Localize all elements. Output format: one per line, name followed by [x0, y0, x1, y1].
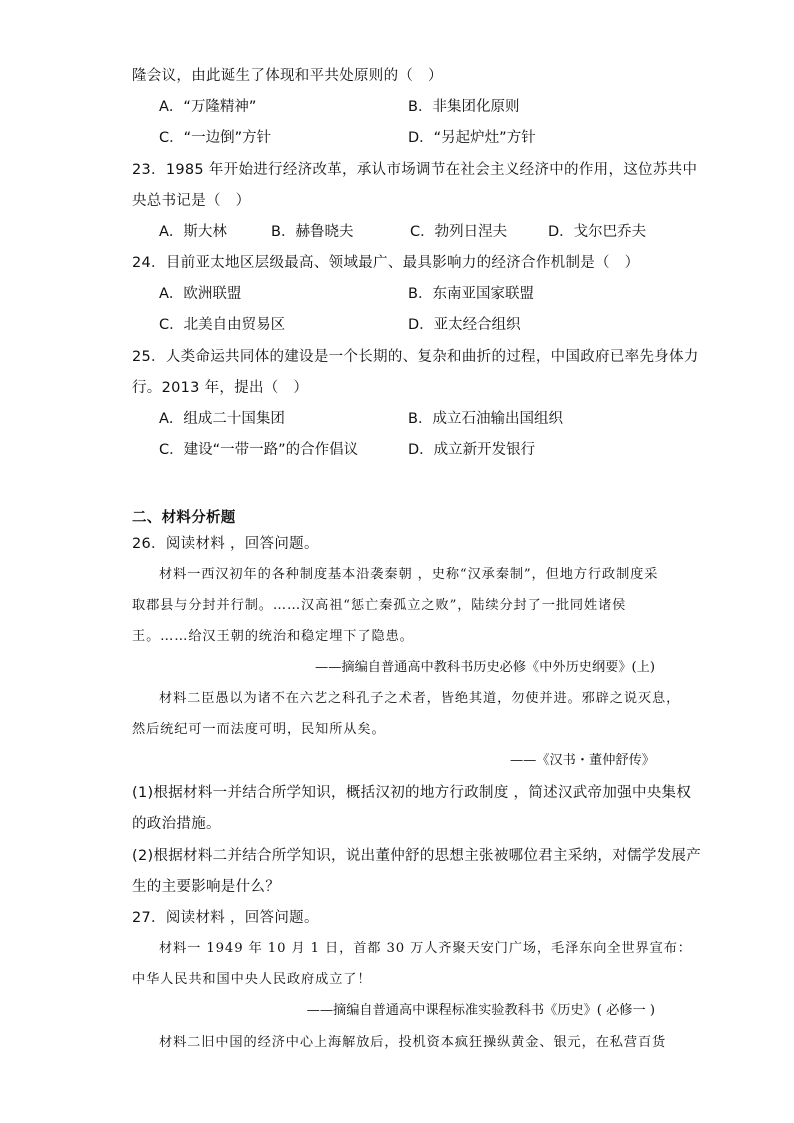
- q23-option-c: C．勃列日涅夫: [410, 224, 508, 240]
- q26-question2-line2: 生的主要影响是什么？: [132, 879, 280, 895]
- q25-option-d: D．成立新开发银行: [408, 442, 536, 458]
- q23-stem-line2: 央总书记是（ ）: [132, 193, 251, 209]
- q26-material1-line1: 材料一西汉初年的各种制度基本沿袭秦朝 ，史称“汉承秦制”，但地方行政制度采: [159, 567, 659, 582]
- q26-material1-line3: 王。……给汉王朝的统治和稳定埋下了隐患。: [132, 629, 414, 644]
- q26-source1: ——摘编自普通高中教科书历史必修《中外历史纲要》(上): [315, 660, 655, 675]
- q26-material1-line2: 取郡县与分封并行制。……汉高祖“惩亡秦孤立之败”，陆续分封了一批同姓诸侯: [132, 598, 627, 613]
- q26-material2-line2: 然后统纪可一而法度可明，民知所从矣。: [132, 722, 386, 737]
- q25-option-a: A．组成二十国集团: [159, 411, 285, 427]
- q26-question1-line1: (1)根据材料一并结合所学知识，概括汉初的地方行政制度 ，简述汉武帝加强中央集权: [132, 785, 692, 801]
- q24-option-c: C．北美自由贸易区: [159, 317, 286, 333]
- q26-question1-line2: 的政治措施。: [132, 816, 221, 832]
- q26-material2-line1: 材料二臣愚以为诸不在六艺之科孔子之术者，皆绝其道，勿使并进。邪辟之说灭息，: [159, 691, 681, 706]
- q24-stem: 24．目前亚太地区层级最高、领域最广、最具影响力的经济合作机制是（ ）: [132, 255, 640, 271]
- q22-option-b: B．非集团化原则: [408, 99, 520, 115]
- q25-option-c: C．建设“一带一路”的合作倡议: [159, 442, 359, 458]
- q25-option-b: B．成立石油输出国组织: [408, 411, 563, 427]
- q23-option-b: B．赫鲁晓夫: [271, 224, 354, 240]
- q27-intro: 27．阅读材料 ，回答问题。: [132, 910, 319, 926]
- q23-option-d: D．戈尔巴乔夫: [548, 224, 647, 240]
- q25-stem-line2: 行。2013 年，提出（ ）: [132, 380, 309, 396]
- q27-material2-line1: 材料二旧中国的经济中心上海解放后，投机资本疯狂操纵黄金、银元，在私营百货: [159, 1035, 667, 1050]
- q25-stem-line1: 25．人类命运共同体的建设是一个长期的、复杂和曲折的过程，中国政府已率先身体力: [132, 349, 699, 365]
- q22-option-a: A．“万隆精神”: [159, 99, 257, 115]
- q26-source2: ——《汉书・董仲舒传》: [509, 753, 655, 768]
- q22-option-c: C．“一边倒”方针: [159, 130, 272, 146]
- q22-option-d: D．“另起炉灶”方针: [408, 130, 536, 146]
- q26-intro: 26．阅读材料 ，回答问题。: [132, 536, 319, 552]
- q22-stem: 隆会议，由此诞生了体现和平共处原则的（ ）: [132, 68, 443, 84]
- q27-material1-line2: 中华人民共和国中央人民政府成立了！: [132, 972, 372, 987]
- q27-material1-line1: 材料一 1949 年 10 月 1 日，首都 30 万人齐聚天安门广场，毛泽东向全世界宣布：: [159, 941, 692, 956]
- q26-question2-line1: (2)根据材料二并结合所学知识，说出董仲舒的思想主张被哪位君主采纳，对儒学发展产: [132, 848, 702, 864]
- q23-stem-line1: 23．1985 年开始进行经济改革，承认市场调节在社会主义经济中的作用，这位苏共中: [132, 162, 698, 178]
- q24-option-a: A．欧洲联盟: [159, 286, 242, 302]
- q27-source1: ——摘编自普通高中课程标准实验教科书《历史》( 必修一 ): [306, 1003, 655, 1018]
- q24-option-d: D．亚太经合组织: [408, 317, 521, 333]
- q23-option-a: A．斯大林: [159, 224, 227, 240]
- section-heading: 二、材料分析题: [132, 510, 236, 526]
- q24-option-b: B．东南亚国家联盟: [408, 286, 534, 302]
